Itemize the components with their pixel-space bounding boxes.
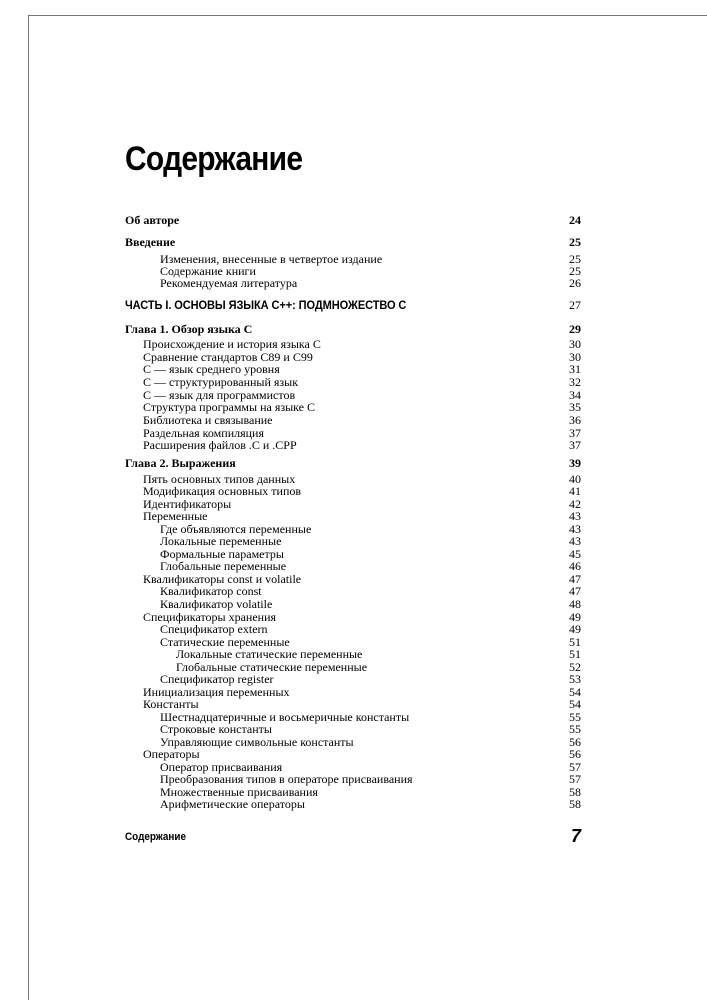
toc-entry-page: 49 [569,622,581,636]
toc-entry-page: 54 [569,697,581,711]
toc-entry-title: Введение [125,235,176,249]
toc-entry-page: 55 [569,722,581,736]
toc-entry-title: Модификация основных типов [143,484,302,498]
toc-entry-page: 43 [569,522,581,536]
toc-chapter-heading [0,322,707,336]
footer-running-title: Содержание [125,831,187,843]
toc-entry-title: Раздельная компиляция [143,426,264,440]
toc-entry-page: 27 [569,298,581,312]
toc-entry [0,797,707,811]
toc-entry-title: Локальные переменные [160,534,282,548]
toc-entry-page: 24 [569,213,581,227]
toc-entry-title: Изменения, внесенные в четвертое издание [160,252,383,266]
toc-entry-title: Константы [143,697,199,711]
toc-entry-title: Оператор присваивания [160,760,283,774]
toc-entry-page: 51 [569,647,581,661]
toc-entry-title: Управляющие символьные константы [160,735,354,749]
toc-entry-page: 43 [569,509,581,523]
toc-entry-page: 26 [569,276,581,290]
toc-entry-page: 36 [569,413,581,427]
toc-entry-title: Преобразования типов в операторе присваивания [160,772,413,786]
toc-entry-title: Квалификаторы const и volatile [143,572,302,586]
toc-entry-title: Арифметические операторы [160,797,305,811]
toc-entry-page: 48 [569,597,581,611]
toc-entry-page: 55 [569,710,581,724]
toc-entry-title: Структура программы на языке С [143,400,316,414]
toc-chapter-heading [0,456,707,470]
toc-entry-page: 45 [569,547,581,561]
toc-entry [0,534,707,548]
toc-entry-page: 54 [569,685,581,699]
toc-entry-page: 25 [569,252,581,266]
toc-entry-page: 56 [569,747,581,761]
toc-entry-title: Спецификатор register [160,672,274,686]
toc-entry-title: Содержание книги [160,264,256,278]
toc-entry-title: Расширения файлов .С и .СРР [143,438,297,452]
toc-entry [0,647,707,661]
toc-entry-title: Формальные параметры [160,547,284,561]
toc-entry [0,509,707,523]
toc-entry [0,276,707,290]
toc-entry-page: 47 [569,584,581,598]
toc-entry-page: 37 [569,438,581,452]
toc-entry-title: Строковые константы [160,722,272,736]
toc-entry-page: 43 [569,534,581,548]
toc-entry-page: 56 [569,735,581,749]
toc-entry-page: 53 [569,672,581,686]
toc-entry-page: 52 [569,660,581,674]
toc-entry-page: 39 [569,456,581,470]
toc-entry-title: Идентификаторы [143,497,232,511]
toc-entry-page: 42 [569,497,581,511]
toc-entry [0,722,707,736]
toc-entry-page: 58 [569,797,581,811]
toc-entry-title: Шестнадцатеричные и восьмеричные константы [160,710,410,724]
toc-entry [0,375,707,389]
toc-entry-page: 30 [569,337,581,351]
toc-entry-page: 25 [569,264,581,278]
toc-entry-title: Глава 1. Обзор языка С [125,322,253,336]
toc-entry-page: 37 [569,426,581,440]
toc-entry-page: 58 [569,785,581,799]
toc-entry-title: Инициализация переменных [143,685,290,699]
toc-entry-title: Спецификаторы хранения [143,610,277,624]
toc-entry-title: С — язык среднего уровня [143,362,280,376]
toc-entry-title: Спецификатор extern [160,622,268,636]
toc-entry [0,697,707,711]
toc-entry-page: 57 [569,760,581,774]
toc-entry-page: 32 [569,375,581,389]
toc-entry-title: Множественные присваивания [160,785,318,799]
toc-entry-title: ЧАСТЬ I. ОСНОВЫ ЯЗЫКА C++: ПОДМНОЖЕСТВО С [125,298,407,312]
toc-entry-title: С — язык для программистов [143,388,296,402]
toc-entry [0,400,707,414]
toc-entry [0,438,707,452]
toc-entry [0,337,707,351]
toc-entry-title: Происхождение и история языка С [143,337,321,351]
toc-entry-page: 30 [569,350,581,364]
toc-entry-title: Переменные [143,509,208,523]
toc-entry-page: 47 [569,572,581,586]
toc-entry-title: Где объявляются переменные [160,522,312,536]
toc-entry [0,597,707,611]
toc-entry-title: Пять основных типов данных [143,472,296,486]
toc-entry [0,772,707,786]
toc-entry-title: Глобальные статические переменные [176,660,368,674]
toc-entry [0,622,707,636]
toc-entry-title: Локальные статические переменные [176,647,363,661]
toc-entry [0,584,707,598]
toc-entry [0,413,707,427]
toc-entry-title: Рекомендуемая литература [160,276,298,290]
toc-entry-title: Статические переменные [160,635,290,649]
toc-entry-page: 46 [569,559,581,573]
toc-entry-title: С — структурированный язык [143,375,299,389]
toc-entry-page: 41 [569,484,581,498]
toc-entry-page: 31 [569,362,581,376]
toc-entry-title: Об авторе [125,213,180,227]
toc-entry-page: 35 [569,400,581,414]
toc-chapter-heading [0,235,707,249]
toc-entry-title: Глобальные переменные [160,559,287,573]
toc-entry [0,362,707,376]
toc-entry-page: 40 [569,472,581,486]
toc-entry-title: Глава 2. Выражения [125,456,236,470]
toc-entry [0,559,707,573]
toc-entry-page: 25 [569,235,581,249]
toc-entry-title: Сравнение стандартов С89 и С99 [143,350,313,364]
toc-entry-page: 51 [569,635,581,649]
toc-chapter-heading [0,213,707,227]
toc-entry [0,484,707,498]
toc-entry-title: Операторы [143,747,200,761]
toc-entry-title: Квалификатор volatile [160,597,273,611]
page-title: Содержание [125,140,303,178]
toc-entry-title: Библиотека и связывание [143,413,273,427]
toc-entry-title: Квалификатор const [160,584,262,598]
toc-part-heading [0,298,707,312]
toc-entry-page: 29 [569,322,581,336]
toc-entry-page: 49 [569,610,581,624]
toc-entry [0,672,707,686]
toc-entry-page: 57 [569,772,581,786]
footer-page-number: 7 [570,826,581,846]
toc-entry-page: 34 [569,388,581,402]
toc-entry [0,747,707,761]
